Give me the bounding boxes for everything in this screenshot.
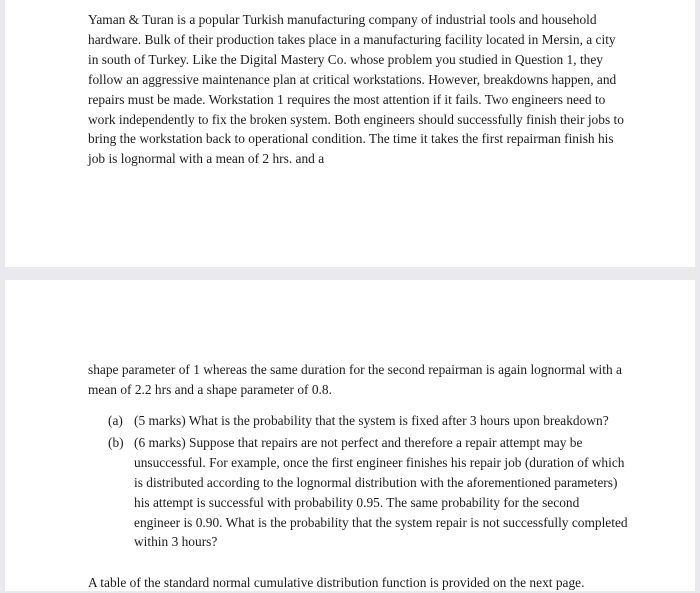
- question-text: (6 marks) Suppose that repairs are not perfect and therefore a repair attempt may be unsuccessful. For example, once the first engineer finishes his repair job (duration of which is distributed according to the lognormal distribution with the aforementioned parameters) his attempt is successful with probability 0.95. The same probability for the second engineer is 0.90. What is the probability that the system repair is not successfully completed within 3 hours?: [134, 434, 628, 550]
- question-text: (5 marks) What is the probability that the system is fixed after 3 hours upon breakdown?: [134, 413, 609, 428]
- page-top: [5, 0, 695, 267]
- question-item-b: [108, 433, 628, 552]
- question-label: (a): [108, 413, 123, 428]
- question-label: (b): [108, 434, 124, 450]
- page-bottom: [5, 280, 695, 591]
- problem-intro-paragraph: Yaman & Turan is a popular Turkish manufacturing company of industrial tools and household hardware. Bulk of their production takes place in a manufacturing facility located in Mersin, a city in south of Turkey. Like the Digital Mastery Co. whose problem you studied in Question 1, they follow an aggressive maintenance plan at critical workstations. However, breakdowns happen, and repairs must be made. Workstation 1 requires the most attention if it fails. Two engineers need to work independently to fix the broken system. Both engineers should successfully finish their jobs to bring the workstation back to operational condition. The time it takes the first repairman finish his job is lognormal with a mean of 2 hrs. and a: [88, 12, 624, 167]
- problem-continuation-paragraph: shape parameter of 1 whereas the same duration for the second repairman is again lognormal with a mean of 2.2 hrs and a shape parameter of 0.8.: [88, 362, 622, 397]
- question-item-a: [108, 411, 628, 431]
- question-list: [108, 411, 628, 554]
- normal-table-note: A table of the standard normal cumulative distribution function is provided on the next page.: [88, 575, 585, 590]
